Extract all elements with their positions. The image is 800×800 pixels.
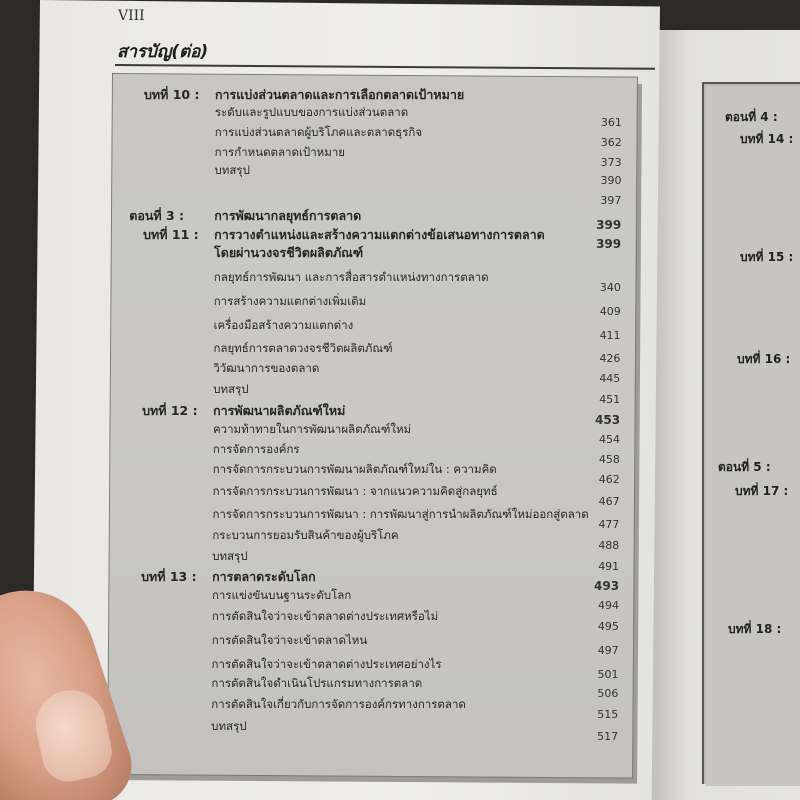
toc-page-number: 411 [599, 329, 621, 342]
toc-entry-title: การตลาดระดับโลก [212, 569, 316, 584]
toc-page-number: 517 [597, 730, 619, 743]
toc-section-label: บทที่ 11 : [143, 227, 199, 242]
toc-page-number: 462 [598, 473, 620, 486]
page-number: VIII [118, 8, 145, 24]
toc-page-number: 409 [599, 305, 621, 318]
toc-page-number: 491 [598, 560, 620, 573]
toc-page-number: 467 [598, 495, 620, 508]
toc-page-number: 458 [598, 453, 620, 466]
right-page-section-label: ตอนที่ 5 : [718, 460, 771, 474]
toc-page-number: 453 [595, 413, 621, 427]
toc-page-number: 397 [600, 194, 622, 207]
toc-entry-title: การแบ่งส่วนตลาดและการเลือกตลาดเป้าหมาย [214, 87, 465, 102]
right-page-section-label: บทที่ 16 : [737, 352, 791, 366]
toc-page-number: 506 [597, 687, 619, 700]
toc-entry-title: บทสรุป [211, 719, 247, 733]
toc-page-number: 454 [598, 433, 620, 446]
right-page-section-label: บทที่ 15 : [740, 250, 794, 264]
toc-entry-title: การตัดสินใจเกี่ยวกับการจัดการองค์กรทางการตลาด [211, 697, 466, 711]
toc-entry-title: การกำหนดตลาดเป้าหมาย [214, 145, 346, 159]
toc-page-number: 477 [598, 518, 620, 531]
toc-page-number: 399 [596, 237, 622, 251]
toc-page-number: 501 [597, 668, 619, 681]
toc-heading: สารบัญ(ต่อ) [117, 42, 209, 62]
toc-entry-title: กลยุทธ์การตลาดวงจรชีวิตผลิตภัณฑ์ [213, 341, 393, 355]
toc-section-label: บทที่ 12 : [142, 403, 198, 418]
toc-section-label: ตอนที่ 3 : [129, 208, 185, 223]
toc-entry-title: ความท้าทายในการพัฒนาผลิตภัณฑ์ใหม่ [212, 422, 412, 436]
toc-entry-title: การพัฒนากลยุทธ์การตลาด [214, 208, 362, 223]
toc-section-label: บทที่ 10 : [143, 87, 200, 102]
toc-entry-title: การวางตำแหน่งและสร้างความแตกต่างข้อเสนอทางการตลาด [214, 227, 545, 242]
toc-section-label: บทที่ 13 : [141, 569, 197, 584]
toc-page-number: 497 [597, 644, 619, 657]
toc-entry-title: การจัดการกระบวนการพัฒนาผลิตภัณฑ์ใหม่ใน : ความคิด [212, 462, 497, 476]
right-page-section-label: บทที่ 14 : [740, 132, 794, 146]
toc-page-number: 426 [599, 352, 621, 365]
toc-page-number: 373 [600, 156, 622, 169]
toc-entry-title: วิวัฒนาการของตลาด [213, 361, 320, 375]
toc-entry-title: การจัดการกระบวนการพัฒนา : การพัฒนาสู่การนำผลิตภัณฑ์ใหม่ออกสู่ตลาด [212, 507, 589, 521]
toc-entry-title: การตัดสินใจว่าจะเข้าตลาดต่างประเทศอย่างไร [211, 657, 442, 671]
right-page-section-label: ตอนที่ 4 : [725, 110, 778, 124]
toc-page-number: 515 [597, 708, 619, 721]
toc-page-number: 488 [598, 539, 620, 552]
toc-entry-title: บทสรุป [214, 163, 250, 177]
toc-entry-title: การจัดการองค์กร [212, 442, 300, 456]
toc-entry-title: กลยุทธ์การพัฒนา และการสื่อสารตำแหน่งทางการตลาด [213, 270, 489, 284]
toc-entry-title: การจัดการกระบวนการพัฒนา : จากแนวความคิดสู่กลยุทธ์ [212, 484, 498, 498]
toc-entry-title: กระบวนการยอมรับสินค้าของผู้บริโภค [212, 528, 399, 542]
toc-page-number: 445 [599, 372, 621, 385]
toc-entry-title: โดยผ่านวงจรชีวิตผลิตภัณฑ์ [214, 245, 364, 260]
toc-page-number: 340 [599, 281, 621, 294]
toc-entry-title: การตัดสินใจว่าจะเข้าตลาดไหน [211, 633, 368, 647]
toc-page-number: 361 [600, 116, 622, 129]
toc-entry-title: การตัดสินใจว่าจะเข้าตลาดต่างประเทศหรือไม่ [211, 609, 439, 623]
toc-page-number: 362 [600, 136, 622, 149]
toc-page-number: 494 [597, 599, 619, 612]
toc-entry-title: การแข่งขันบนฐานระดับโลก [211, 588, 352, 602]
toc-page-number: 451 [599, 393, 621, 406]
toc-page-number: 495 [597, 620, 619, 633]
right-toc-box [706, 86, 800, 786]
toc-entry-title: การแบ่งส่วนตลาดผู้บริโภคและตลาดธุรกิจ [214, 125, 423, 139]
right-page-section-label: บทที่ 18 : [728, 622, 782, 636]
toc-entry-title: การตัดสินใจดำเนินโปรแกรมทางการตลาด [211, 676, 423, 690]
toc-page-number: 493 [594, 579, 620, 593]
toc-entry-title: ระดับและรูปแบบของการแบ่งส่วนตลาด [214, 105, 409, 119]
toc-entry-title: บทสรุป [212, 549, 248, 563]
toc-entry-title: การพัฒนาผลิตภัณฑ์ใหม่ [213, 403, 346, 418]
right-page-section-label: บทที่ 17 : [735, 484, 789, 498]
toc-entry-title: บทสรุป [213, 382, 249, 396]
toc-page-number: 399 [596, 218, 622, 232]
toc-entry-title: เครื่องมือสร้างความแตกต่าง [213, 318, 354, 332]
toc-entry-title: การสร้างความแตกต่างเพิ่มเติม [213, 294, 367, 308]
toc-page-number: 390 [600, 174, 622, 187]
